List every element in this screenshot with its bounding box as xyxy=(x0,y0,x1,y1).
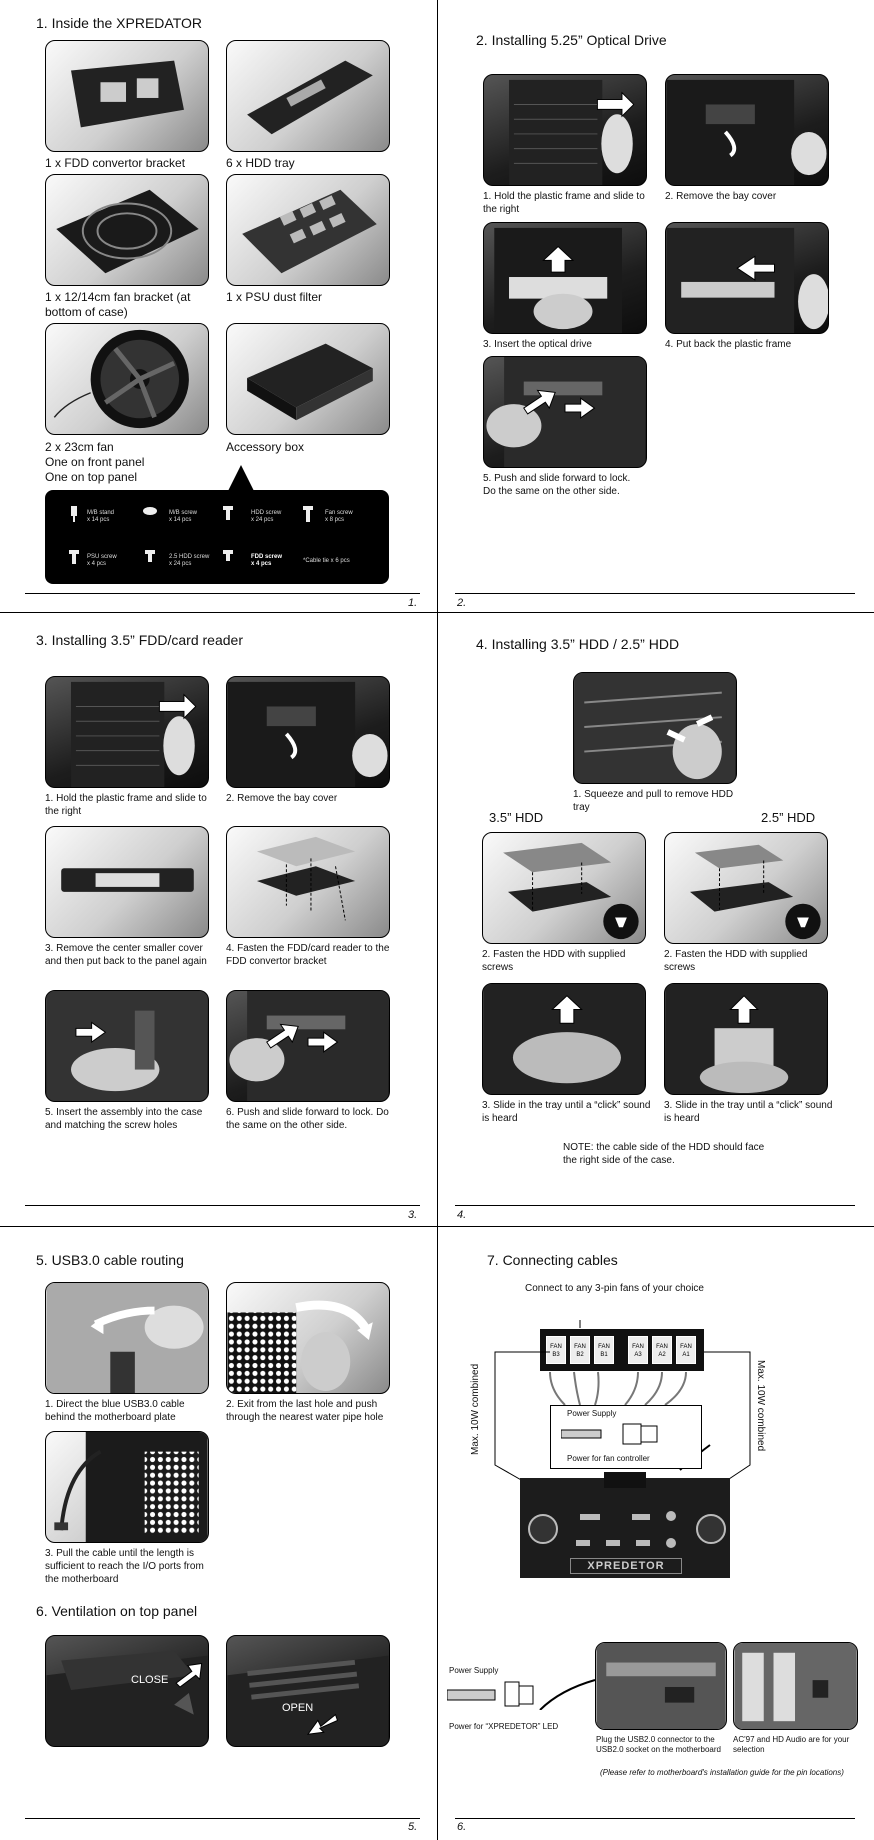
fdd-bracket-photo xyxy=(45,40,209,152)
psu-connector-icon xyxy=(561,1420,671,1452)
footer-rule xyxy=(455,1818,855,1819)
vent-open-photo xyxy=(226,1635,390,1747)
caption: 1. Direct the blue USB3.0 cable behind the motherboard plate xyxy=(45,1399,185,1423)
fan-header: FAN B2 xyxy=(570,1336,590,1364)
fan-knob-left[interactable] xyxy=(528,1514,558,1544)
usb2-port xyxy=(576,1540,590,1546)
page-number: 6. xyxy=(457,1821,467,1833)
footer-rule xyxy=(455,593,855,594)
caption: 2 x 23cm fan One on front panel One on top panel xyxy=(45,440,145,484)
fan-header: FAN A2 xyxy=(652,1336,672,1364)
step-photo xyxy=(483,74,647,186)
caption: 2. Fasten the HDD with supplied screws xyxy=(482,949,626,973)
caption: 1. Hold the plastic frame and slide to the right xyxy=(483,191,645,215)
page-number: 3. xyxy=(408,1209,418,1221)
open-label: OPEN xyxy=(282,1702,314,1714)
step-photo xyxy=(226,676,390,788)
fan-screw-icon xyxy=(303,506,313,522)
fan-header: FAN A3 xyxy=(628,1336,648,1364)
mb-screw-icon xyxy=(143,506,157,516)
caption: 1 x FDD convertor bracket xyxy=(45,156,186,170)
fdd-screw-icon xyxy=(223,550,233,566)
step-photo xyxy=(482,983,646,1095)
caption: 3. Pull the cable until the length is sufficient to reach the I/O ports from the motherboard xyxy=(45,1548,204,1585)
caption: 1 x PSU dust filter xyxy=(226,290,323,304)
brand-logo: XPREDETOR xyxy=(570,1558,682,1574)
hdd25-screw-icon xyxy=(145,550,155,566)
step-photo xyxy=(664,832,828,944)
usb-caption: Plug the USB2.0 connector to the USB2.0 socket on the motherboard xyxy=(596,1735,721,1754)
caption: 6 x HDD tray xyxy=(226,156,295,170)
accessory-item: HDD screw x 24 pcs xyxy=(251,510,282,523)
fan-header: FAN B1 xyxy=(594,1336,614,1364)
caption: 1. Hold the plastic frame and slide to the right xyxy=(45,793,207,817)
step-photo xyxy=(226,1282,390,1394)
caption: 2. Exit from the last hole and push through the nearest water pipe hole xyxy=(226,1399,384,1423)
accessory-item: Fan screw x 8 pcs xyxy=(325,510,353,523)
step-photo xyxy=(45,990,209,1102)
fans-label: Connect to any 3-pin fans of your choice xyxy=(525,1283,704,1294)
caption: 4. Put back the plastic frame xyxy=(665,339,792,350)
led-caption: Power for “XPREDETOR” LED xyxy=(449,1722,559,1731)
caption: 6. Push and slide forward to lock. Do the same on the other side. xyxy=(226,1107,389,1131)
caption: 3. Slide in the tray until a “click” sound is heard xyxy=(482,1100,651,1124)
step-photo xyxy=(45,1431,209,1543)
caption: 5. Push and slide forward to lock. Do the same on the other side. xyxy=(483,473,631,497)
step-photo xyxy=(665,74,829,186)
caption: 2. Remove the bay cover xyxy=(226,793,338,804)
usb-header-photo xyxy=(595,1642,727,1730)
panel-title: 2. Installing 5.25” Optical Drive xyxy=(476,32,667,48)
accessory-box-photo xyxy=(226,323,390,435)
fan-23cm-photo xyxy=(45,323,209,435)
row-divider-1 xyxy=(0,612,874,613)
max-right-label: Max. 10W combined xyxy=(755,1360,766,1452)
footer-rule xyxy=(455,1205,855,1206)
usb2-port xyxy=(606,1540,620,1546)
usb2-port xyxy=(636,1540,650,1546)
page-number: 2. xyxy=(457,597,467,609)
caption: 3. Insert the optical drive xyxy=(483,339,592,350)
step-photo xyxy=(665,222,829,334)
step-photo xyxy=(664,983,828,1095)
vent-close-photo xyxy=(45,1635,209,1747)
psu-screw-icon xyxy=(69,550,79,566)
max-left-label: Max. 10W combined xyxy=(470,1363,481,1455)
accessory-item: PSU screw x 4 pcs xyxy=(87,554,117,567)
psu-box xyxy=(550,1405,702,1469)
column-divider xyxy=(437,0,438,1840)
caption: 2. Fasten the HDD with supplied screws xyxy=(664,949,808,973)
footer-rule xyxy=(25,1818,420,1819)
accessory-panel xyxy=(45,490,389,584)
accessory-pointer xyxy=(228,465,254,491)
esata-port xyxy=(580,1514,600,1520)
caption: 5. Insert the assembly into the case and matching the screw holes xyxy=(45,1107,203,1131)
audio-header-photo xyxy=(733,1642,858,1730)
page-number: 1. xyxy=(408,597,418,609)
panel-title: 1. Inside the XPREDATOR xyxy=(36,15,202,31)
psu-label: Power Supply xyxy=(567,1409,617,1418)
footnote: (Please refer to motherboard's installation guide for the pin locations) xyxy=(600,1768,844,1777)
caption: 4. Fasten the FDD/card reader to the FDD convertor bracket xyxy=(226,943,390,967)
step-photo xyxy=(483,356,647,468)
hdd35-heading: 3.5” HDD xyxy=(489,810,544,825)
psu-filter-photo xyxy=(226,174,390,286)
accessory-item: M/B stand x 14 pcs xyxy=(87,510,115,523)
step-photo xyxy=(573,672,737,784)
fan-knob-right[interactable] xyxy=(696,1514,726,1544)
mic-jack xyxy=(666,1538,676,1548)
caption: 3. Slide in the tray until a “click” sound is heard xyxy=(664,1100,833,1124)
footer-rule xyxy=(25,1205,420,1206)
accessory-item: M/B screw x 14 pcs xyxy=(169,510,198,523)
audio-jack xyxy=(666,1511,676,1521)
caption: 2. Remove the bay cover xyxy=(665,191,777,202)
front-io-panel xyxy=(520,1478,730,1578)
mb-stand-icon xyxy=(69,506,79,522)
fan-header: FAN B3 xyxy=(546,1336,566,1364)
panel-title: 4. Installing 3.5” HDD / 2.5” HDD xyxy=(476,636,680,652)
fan-header: FAN A1 xyxy=(676,1336,696,1364)
hdd-tray-photo xyxy=(226,40,390,152)
usb3-port xyxy=(632,1514,650,1520)
step-photo xyxy=(483,222,647,334)
step-photo xyxy=(45,676,209,788)
panel-title: 5. USB3.0 cable routing xyxy=(36,1252,184,1268)
io-tab xyxy=(604,1472,646,1488)
footer-rule xyxy=(25,593,420,594)
page-number: 4. xyxy=(457,1209,467,1221)
fan-bracket-photo xyxy=(45,174,209,286)
step-photo xyxy=(45,1282,209,1394)
hdd25-heading: 2.5” HDD xyxy=(761,810,816,825)
hdd-screw-icon xyxy=(223,506,233,522)
accessory-item: 2.5 HDD screw x 24 pcs xyxy=(169,554,210,567)
step-photo xyxy=(226,990,390,1102)
psu-caption: Power for fan controller xyxy=(567,1454,650,1463)
caption: 1 x 12/14cm fan bracket (at bottom of case) xyxy=(45,290,191,319)
step-photo xyxy=(45,826,209,938)
panel-title: 7. Connecting cables xyxy=(487,1252,618,1268)
accessory-item: FDD screw x 4 pcs xyxy=(251,554,283,567)
row-divider-2 xyxy=(0,1226,874,1227)
step-photo xyxy=(482,832,646,944)
led-connector-icon xyxy=(447,1678,537,1714)
hdd-note: NOTE: the cable side of the HDD should face the right side of the case. xyxy=(563,1142,765,1166)
caption: 3. Remove the center smaller cover and then put back to the panel again xyxy=(45,943,207,967)
caption: 1. Squeeze and pull to remove HDD tray xyxy=(573,789,734,813)
accessory-item: *Cable tie x 6 pcs xyxy=(303,558,350,564)
step-photo xyxy=(226,826,390,938)
close-label: CLOSE xyxy=(131,1674,169,1686)
caption: Accessory box xyxy=(226,440,305,454)
panel-title: 3. Installing 3.5” FDD/card reader xyxy=(36,632,243,648)
section-title: 6. Ventilation on top panel xyxy=(36,1603,198,1619)
page-number: 5. xyxy=(408,1821,418,1833)
psu-label-2: Power Supply xyxy=(449,1666,499,1675)
audio-caption: AC'97 and HD Audio are for your selection xyxy=(733,1735,850,1754)
